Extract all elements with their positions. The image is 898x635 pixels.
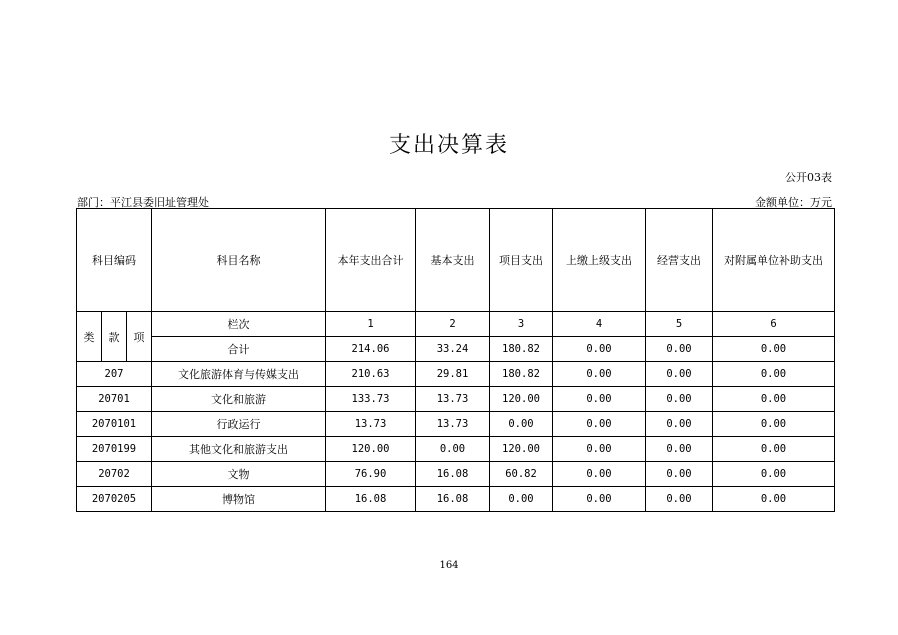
header-subject-name: 科目名称 [152,209,326,312]
row-value: 29.81 [416,362,490,387]
table-row [77,412,835,437]
row-value: 0.00 [553,362,646,387]
row-value: 0.00 [553,412,646,437]
row-value: 0.00 [713,362,835,387]
total-label: 合计 [152,337,326,362]
row-value: 13.73 [416,387,490,412]
header-remit: 上缴上级支出 [553,209,646,312]
row-value: 0.00 [490,412,553,437]
row-name: 文化旅游体育与传媒支出 [152,362,326,387]
row-value: 16.08 [416,462,490,487]
row-value: 13.73 [416,412,490,437]
row-name: 博物馆 [152,487,326,512]
column-number-row [77,312,835,337]
row-value: 0.00 [553,387,646,412]
row-code: 2070199 [77,437,152,462]
total-value: 0.00 [553,337,646,362]
row-code: 207 [77,362,152,387]
row-value: 0.00 [646,437,713,462]
row-code: 2070205 [77,487,152,512]
sub-header-lei: 类 [77,312,102,362]
row-code: 2070101 [77,412,152,437]
row-value: 0.00 [713,387,835,412]
total-value: 33.24 [416,337,490,362]
row-value: 0.00 [416,437,490,462]
department-label: 部门：平江县委旧址管理处 [77,196,209,209]
column-number-label: 栏次 [152,312,326,337]
table-row [77,437,835,462]
row-value: 0.00 [490,487,553,512]
row-value: 180.82 [490,362,553,387]
row-value: 0.00 [713,437,835,462]
row-value: 120.00 [490,437,553,462]
header-total: 本年支出合计 [326,209,416,312]
column-number: 3 [490,312,553,337]
sub-header-kuan: 款 [102,312,127,362]
row-name: 文物 [152,462,326,487]
row-value: 0.00 [646,362,713,387]
column-number: 4 [553,312,646,337]
total-value: 180.82 [490,337,553,362]
table-row [77,462,835,487]
total-value: 214.06 [326,337,416,362]
row-name: 其他文化和旅游支出 [152,437,326,462]
amount-unit-label: 金额单位：万元 [755,196,832,209]
sub-header-xiang: 项 [127,312,152,362]
row-value: 0.00 [713,412,835,437]
row-value: 76.90 [326,462,416,487]
total-row [77,337,835,362]
row-value: 0.00 [646,462,713,487]
header-row [77,209,835,312]
row-value: 0.00 [646,387,713,412]
row-value: 133.73 [326,387,416,412]
table-row [77,387,835,412]
table-row [77,362,835,387]
row-value: 120.00 [326,437,416,462]
expenditure-table [76,208,835,512]
page-number: 164 [439,560,459,571]
column-number: 2 [416,312,490,337]
row-value: 16.08 [326,487,416,512]
row-value: 0.00 [646,412,713,437]
row-name: 行政运行 [152,412,326,437]
row-value: 13.73 [326,412,416,437]
row-value: 60.82 [490,462,553,487]
row-value: 120.00 [490,387,553,412]
row-code: 20702 [77,462,152,487]
header-subsidy: 对附属单位补助支出 [713,209,835,312]
row-value: 0.00 [713,462,835,487]
row-value: 0.00 [713,487,835,512]
header-project: 项目支出 [490,209,553,312]
page-title: 支出决算表 [388,133,509,158]
row-code: 20701 [77,387,152,412]
column-number: 6 [713,312,835,337]
total-value: 0.00 [713,337,835,362]
table-id: 公开03表 [785,171,832,184]
row-value: 16.08 [416,487,490,512]
row-value: 0.00 [553,437,646,462]
row-value: 210.63 [326,362,416,387]
column-number: 1 [326,312,416,337]
row-value: 0.00 [646,487,713,512]
table-row [77,487,835,512]
row-value: 0.00 [553,487,646,512]
row-value: 0.00 [553,462,646,487]
header-business: 经营支出 [646,209,713,312]
header-subject-code: 科目编码 [77,209,152,312]
column-number: 5 [646,312,713,337]
row-name: 文化和旅游 [152,387,326,412]
total-value: 0.00 [646,337,713,362]
header-basic: 基本支出 [416,209,490,312]
